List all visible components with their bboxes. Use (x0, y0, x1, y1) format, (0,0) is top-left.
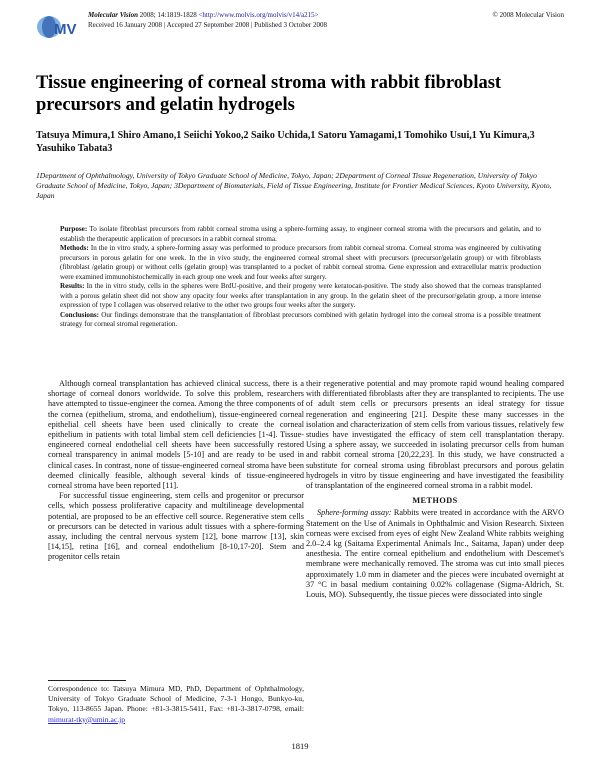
abstract-results-text: In the in vitro study, cells in the spheres were BrdU-positive, and their progeny were keratocan-positive. The study also showed that the corneas transplanted with a porous gelatin sheet did not show any opacity four weeks after transplantation in any group. In the gelatin sheet of the precursor/gelatin group, a more intense expression of type I collagen was observed relative to the other two groups four weeks after the surgery. (60, 282, 541, 310)
methods-paragraph-text: Rabbits were treated in accordance with the ARVO Statement on the Use of Animals in Ophthalmic and Vision Research. Sixteen corneas were excised from eyes of eight New Zealand White rabbits weighing 2.0–2.4 kg (Saitama Experimental Animals Inc., Saitama, Japan) under deep anesthesia. The entire corneal epithelium and endothelium with Descemet's membrane were mechanically removed. The stroma was cut into small pieces approximately 1.0 mm in diameter and the pieces were incubated overnight at 37 °C in basal medium containing 0.02% collagenase (Sigma-Aldrich, St. Louis, MO). Subsequently, the tissue pieces were dissociated into single (306, 508, 565, 600)
journal-name: Molecular Vision (88, 11, 138, 19)
abstract-conclusions (60, 311, 541, 330)
affiliations: 1Department of Ophthalmology, University of Tokyo Graduate School of Medicine, Tokyo, Japan; 2Department of Corneal Tissue Regeneration, University of Tokyo Graduate School of Medicine, Tokyo, Japan; 3Department of Biomaterials, Field of Tissue Engineering, Institute for Frontier Medical Sciences, Kyoto University, Kyoto, Japan (36, 171, 552, 200)
abstract-results (60, 282, 541, 311)
correspondence-text: Correspondence to: Tatsuya Mimura MD, PhD, Department of Ophthalmology, University of Tokyo Graduate School of Medicine, 7-3-1 Hongo, Bunkyo-ku, Tokyo, 113-8655 Japan. Phone: +81-3-3815-5411, Fax: +81-3-3817-0798, email: (48, 684, 304, 714)
methods-heading: METHODS (412, 496, 458, 506)
methods-paragraph-1 (306, 508, 564, 600)
abstract-purpose-label: Purpose: (60, 225, 88, 233)
page-number: 1819 (291, 741, 309, 751)
body-column-right (306, 379, 564, 600)
journal-logo (36, 14, 82, 40)
footnote-divider (48, 680, 126, 681)
abstract-methods (60, 244, 541, 282)
article-dates: Received 16 January 2008 | Accepted 27 September 2008 | Published 3 October 2008 (88, 20, 327, 29)
intro-paragraph-2: For successful tissue engineering, stem cells and progenitor or precursor cells, which possess proliferative capacity and multilineage developmental potential, are proposed to be an effective cell source. Regenerative stem cells or precursors can be detected in various adult tissues with a sphere-forming assay, including the central nervous system [12], bone marrow [13], skin [14,15], retina [16], and corneal endothelium [8-10,17-20]. Stem and progenitor cells retain (48, 491, 304, 562)
abstract-methods-label: Methods: (60, 244, 89, 253)
author-list: Tatsuya Mimura,1 Shiro Amano,1 Seiichi Yokoo,2 Saiko Uchida,1 Satoru Yamagami,1 Tomohiko Usui,1 Yu Kimura,3 Yasuhiko Tabata3 (36, 130, 535, 154)
intro-paragraph-1: Although corneal transplantation has achieved clinical success, there is a shortage of corneal donors worldwide. To solve this problem, researchers have attempted to tissue-engineer the cornea. Among the three components of the cornea (epithelium, stroma, and endothelium), tissue-engineered corneal epithelial cell sheets have been used clinically to create the corneal epithelium in patients with total limbal stem cell deficiencies [1-4]. Tissue-engineered corneal endothelial cell sheets have been successfully restored corneal transparency in animal models [5-10] and are ready to be used in clinical cases. In contrast, none of tissue-engineered corneal stroma have been deemed clinically feasible, although several kinds of tissue-engineered corneal stroma have been reported [11]. (48, 379, 304, 491)
abstract-methods-text: In the in vitro study, a sphere-forming assay was performed to produce precursors from rabbit corneal stroma. Corneal stroma was engineered by cultivating precursors in porous gelatin for one week. In the in vivo study, the engineered corneal stromal sheet with precursors (precursor/gelatin group) or with fibroblasts (fibroblast /gelatin group) or without cells (gelatin group) was transplanted to a pocket of rabbit corneal stroma. Gene expression and extracellular matrix production were examined immunohistochemically in each group one week and four weeks after surgery. (60, 244, 541, 281)
article-url-link[interactable]: <http://www.molvis.org/molvis/v14/a215> (198, 11, 319, 19)
abstract-conclusions-text: Our findings demonstrate that the transplantation of fibroblast precursors combined with gelatin hydrogel into the corneal stroma is a possible treatment strategy for corneal stromal regeneration. (60, 310, 541, 329)
abstract-purpose (60, 225, 541, 244)
correspondence-footnote (48, 684, 304, 725)
intro-paragraph-3: their regenerative potential and may promote rapid wound healing compared with differentiated fibroblasts after they are transplanted to recipients. The use of adult stem cells or precursors presents an ideal strategy for tissue regeneration and engineering [21]. Despite these many successes in the isolation and characterization of stem cells from various tissues, relatively few studies have investigated the efficacy of stem cell transplantation therapy. Using a sphere assay, we succeeded in isolating precursor cells from human and rabbit corneal stroma [20,22,23]. In this study, we have constructed a substitute for corneal stroma using fibroblast precursors and porous gelatin hydrogels in vitro by tissue engineering and have investigated the feasibility of transplantation of the engineered corneal stroma in a rabbit model. (306, 379, 564, 491)
logo-text: MV (54, 21, 77, 38)
abstract-conclusions-label: Conclusions: (60, 310, 100, 319)
correspondence-email-link[interactable]: mimurat-tky@umin.ac.jp (48, 714, 126, 724)
journal-citation: 2008; 14:1819-1828 (139, 11, 197, 19)
abstract-purpose-text: To isolate fibroblast precursors from rabbit corneal stroma using a sphere-forming assay, to engineer corneal stroma with the precursors and gelatin, and to establish the therapeutic application of precursors in a rabbit corneal stroma. (60, 225, 541, 243)
methods-subheading: Sphere-forming assay: (317, 508, 392, 518)
body-column-left (48, 379, 304, 563)
journal-header (36, 8, 564, 46)
copyright-notice: © 2008 Molecular Vision (492, 11, 564, 19)
article-title: Tissue engineering of corneal stroma with rabbit fibroblast precursors and gelatin hydrogels (36, 73, 502, 115)
abstract (60, 225, 541, 330)
header-lines (88, 11, 327, 30)
abstract-results-label: Results: (60, 282, 85, 291)
